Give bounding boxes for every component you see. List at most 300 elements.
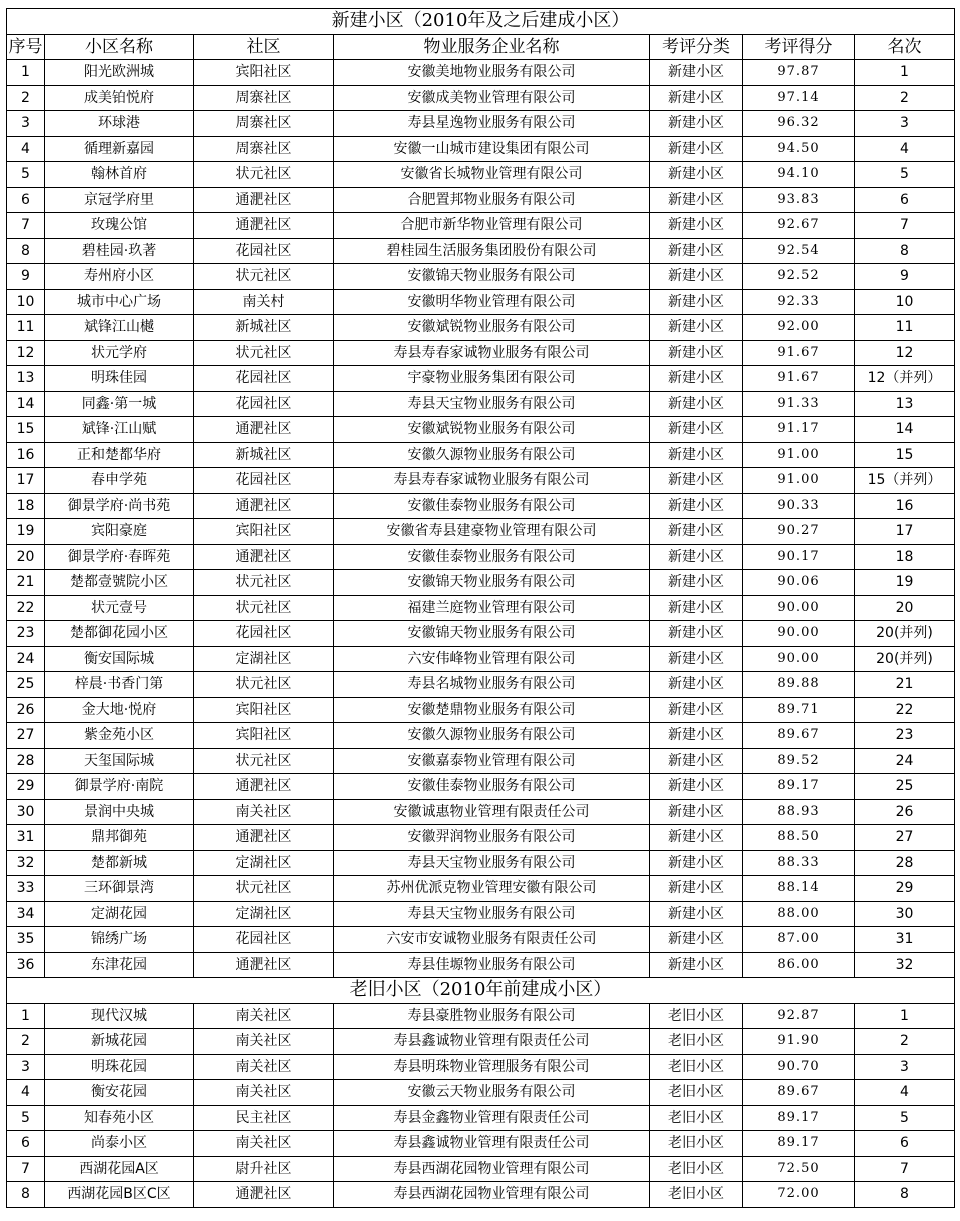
company-cell: 安徽久源物业服务有限公司: [334, 723, 650, 749]
district-cell: 花园社区: [194, 366, 334, 392]
rank-cell: 6: [855, 187, 955, 213]
score-cell: 88.93: [743, 799, 855, 825]
rank-cell: 6: [855, 1131, 955, 1157]
district-cell: 状元社区: [194, 570, 334, 596]
company-cell: 合肥置邦物业服务有限公司: [334, 187, 650, 213]
score-cell: 91.00: [743, 442, 855, 468]
category-cell: 新建小区: [650, 825, 743, 851]
score-cell: 91.00: [743, 468, 855, 494]
company-cell: 安徽久源物业服务有限公司: [334, 442, 650, 468]
score-cell: 89.88: [743, 672, 855, 698]
table-row: [7, 315, 955, 341]
seq-cell: 30: [7, 799, 45, 825]
category-cell: 新建小区: [650, 187, 743, 213]
district-cell: 南关村: [194, 289, 334, 315]
seq-cell: 28: [7, 748, 45, 774]
community-name-cell: 翰林首府: [45, 162, 194, 188]
seq-cell: 11: [7, 315, 45, 341]
company-cell: 寿县鑫诚物业管理有限责任公司: [334, 1029, 650, 1055]
community-name-cell: 楚都御花园小区: [45, 621, 194, 647]
seq-cell: 2: [7, 1029, 45, 1055]
rank-cell: 2: [855, 85, 955, 111]
district-cell: 南关社区: [194, 1054, 334, 1080]
rank-cell: 3: [855, 111, 955, 137]
district-cell: 通淝社区: [194, 417, 334, 443]
category-cell: 老旧小区: [650, 1182, 743, 1208]
rank-cell: 12（并列）: [855, 366, 955, 392]
community-name-cell: 京冠学府里: [45, 187, 194, 213]
district-cell: 新城社区: [194, 315, 334, 341]
section-title: 老旧小区（2010年前建成小区）: [7, 978, 955, 1004]
column-header-row: [7, 34, 955, 60]
rank-cell: 24: [855, 748, 955, 774]
table-row: [7, 60, 955, 86]
district-cell: 南关社区: [194, 1029, 334, 1055]
category-cell: 老旧小区: [650, 1003, 743, 1029]
column-header: 考评分类: [650, 34, 743, 60]
category-cell: 新建小区: [650, 391, 743, 417]
community-name-cell: 鼎邦御苑: [45, 825, 194, 851]
company-cell: 安徽美地物业服务有限公司: [334, 60, 650, 86]
seq-cell: 21: [7, 570, 45, 596]
category-cell: 新建小区: [650, 493, 743, 519]
score-cell: 89.52: [743, 748, 855, 774]
company-cell: 六安市安诚物业服务有限责任公司: [334, 927, 650, 953]
community-name-cell: 春申学苑: [45, 468, 194, 494]
rank-cell: 20: [855, 595, 955, 621]
table-row: [7, 111, 955, 137]
table-row: [7, 723, 955, 749]
rank-cell: 10: [855, 289, 955, 315]
column-header: 考评得分: [743, 34, 855, 60]
seq-cell: 25: [7, 672, 45, 698]
score-cell: 92.00: [743, 315, 855, 341]
district-cell: 通淝社区: [194, 187, 334, 213]
rank-cell: 3: [855, 1054, 955, 1080]
company-cell: 寿县天宝物业服务有限公司: [334, 850, 650, 876]
district-cell: 周寨社区: [194, 136, 334, 162]
score-cell: 88.33: [743, 850, 855, 876]
company-cell: 安徽成美物业管理有限公司: [334, 85, 650, 111]
rank-cell: 5: [855, 1105, 955, 1131]
district-cell: 通淝社区: [194, 213, 334, 239]
district-cell: 花园社区: [194, 391, 334, 417]
score-cell: 89.67: [743, 1080, 855, 1106]
table-row: [7, 162, 955, 188]
community-name-cell: 知春苑小区: [45, 1105, 194, 1131]
table-row: [7, 213, 955, 239]
company-cell: 安徽羿润物业服务有限公司: [334, 825, 650, 851]
table-row: [7, 672, 955, 698]
company-cell: 寿县金鑫物业管理有限责任公司: [334, 1105, 650, 1131]
section-title-row-new: [7, 9, 955, 35]
table-row: [7, 1029, 955, 1055]
community-name-cell: 楚都新城: [45, 850, 194, 876]
category-cell: 新建小区: [650, 162, 743, 188]
community-name-cell: 景润中央城: [45, 799, 194, 825]
district-cell: 状元社区: [194, 340, 334, 366]
community-name-cell: 天玺国际城: [45, 748, 194, 774]
score-cell: 94.10: [743, 162, 855, 188]
district-cell: 状元社区: [194, 876, 334, 902]
community-name-cell: 斌锋江山樾: [45, 315, 194, 341]
category-cell: 新建小区: [650, 315, 743, 341]
table-row: [7, 493, 955, 519]
district-cell: 定湖社区: [194, 901, 334, 927]
column-header: 名次: [855, 34, 955, 60]
rank-cell: 14: [855, 417, 955, 443]
score-cell: 91.67: [743, 366, 855, 392]
district-cell: 定湖社区: [194, 850, 334, 876]
company-cell: 安徽佳泰物业服务有限公司: [334, 493, 650, 519]
district-cell: 南关社区: [194, 1080, 334, 1106]
company-cell: 安徽一山城市建设集团有限公司: [334, 136, 650, 162]
score-cell: 91.17: [743, 417, 855, 443]
score-cell: 90.06: [743, 570, 855, 596]
company-cell: 六安伟峰物业管理有限公司: [334, 646, 650, 672]
category-cell: 新建小区: [650, 289, 743, 315]
category-cell: 新建小区: [650, 442, 743, 468]
table-row: [7, 697, 955, 723]
seq-cell: 4: [7, 1080, 45, 1106]
seq-cell: 24: [7, 646, 45, 672]
seq-cell: 19: [7, 519, 45, 545]
table-row: [7, 417, 955, 443]
category-cell: 老旧小区: [650, 1029, 743, 1055]
rank-cell: 26: [855, 799, 955, 825]
seq-cell: 29: [7, 774, 45, 800]
company-cell: 寿县西湖花园物业管理有限公司: [334, 1156, 650, 1182]
category-cell: 新建小区: [650, 238, 743, 264]
rank-cell: 7: [855, 213, 955, 239]
district-cell: 花园社区: [194, 621, 334, 647]
community-name-cell: 斌锋·江山赋: [45, 417, 194, 443]
community-name-cell: 楚都壹號院小区: [45, 570, 194, 596]
table-row: [7, 366, 955, 392]
district-cell: 宾阳社区: [194, 723, 334, 749]
rank-cell: 20(并列): [855, 646, 955, 672]
seq-cell: 23: [7, 621, 45, 647]
seq-cell: 4: [7, 136, 45, 162]
company-cell: 安徽省寿县建豪物业管理有限公司: [334, 519, 650, 545]
rank-cell: 32: [855, 952, 955, 978]
district-cell: 状元社区: [194, 264, 334, 290]
community-name-cell: 寿州府小区: [45, 264, 194, 290]
seq-cell: 5: [7, 162, 45, 188]
community-name-cell: 西湖花园B区C区: [45, 1182, 194, 1208]
score-cell: 89.67: [743, 723, 855, 749]
seq-cell: 10: [7, 289, 45, 315]
rank-cell: 25: [855, 774, 955, 800]
company-cell: 寿县星逸物业服务有限公司: [334, 111, 650, 137]
company-cell: 安徽佳泰物业服务有限公司: [334, 544, 650, 570]
company-cell: 寿县寿春家诚物业服务有限公司: [334, 340, 650, 366]
score-cell: 89.71: [743, 697, 855, 723]
score-cell: 72.50: [743, 1156, 855, 1182]
score-cell: 91.90: [743, 1029, 855, 1055]
category-cell: 老旧小区: [650, 1131, 743, 1157]
district-cell: 状元社区: [194, 162, 334, 188]
seq-cell: 36: [7, 952, 45, 978]
score-cell: 90.70: [743, 1054, 855, 1080]
table-row: [7, 901, 955, 927]
district-cell: 通淝社区: [194, 493, 334, 519]
district-cell: 状元社区: [194, 672, 334, 698]
column-header: 序号: [7, 34, 45, 60]
score-cell: 90.33: [743, 493, 855, 519]
seq-cell: 1: [7, 60, 45, 86]
table-row: [7, 391, 955, 417]
rank-cell: 13: [855, 391, 955, 417]
community-name-cell: 紫金苑小区: [45, 723, 194, 749]
seq-cell: 6: [7, 1131, 45, 1157]
community-name-cell: 阳光欧洲城: [45, 60, 194, 86]
score-cell: 86.00: [743, 952, 855, 978]
category-cell: 新建小区: [650, 927, 743, 953]
seq-cell: 26: [7, 697, 45, 723]
rank-cell: 7: [855, 1156, 955, 1182]
score-cell: 88.00: [743, 901, 855, 927]
score-cell: 88.14: [743, 876, 855, 902]
community-name-cell: 御景学府·南院: [45, 774, 194, 800]
district-cell: 南关社区: [194, 1003, 334, 1029]
community-name-cell: 现代汉城: [45, 1003, 194, 1029]
district-cell: 通淝社区: [194, 1182, 334, 1208]
company-cell: 寿县名城物业服务有限公司: [334, 672, 650, 698]
score-cell: 92.67: [743, 213, 855, 239]
rank-cell: 31: [855, 927, 955, 953]
score-cell: 90.27: [743, 519, 855, 545]
column-header: 小区名称: [45, 34, 194, 60]
district-cell: 新城社区: [194, 442, 334, 468]
company-cell: 寿县寿春家诚物业服务有限公司: [334, 468, 650, 494]
district-cell: 花园社区: [194, 927, 334, 953]
rank-cell: 15（并列）: [855, 468, 955, 494]
company-cell: 寿县鑫诚物业管理有限责任公司: [334, 1131, 650, 1157]
score-cell: 91.33: [743, 391, 855, 417]
category-cell: 新建小区: [650, 646, 743, 672]
community-name-cell: 西湖花园A区: [45, 1156, 194, 1182]
company-cell: 安徽锦天物业服务有限公司: [334, 570, 650, 596]
category-cell: 新建小区: [650, 723, 743, 749]
score-cell: 94.50: [743, 136, 855, 162]
table-row: [7, 621, 955, 647]
category-cell: 新建小区: [650, 595, 743, 621]
table-row: [7, 952, 955, 978]
rank-cell: 30: [855, 901, 955, 927]
table-row: [7, 570, 955, 596]
category-cell: 新建小区: [650, 85, 743, 111]
community-name-cell: 明珠花园: [45, 1054, 194, 1080]
ranking-table-body: [7, 9, 955, 1208]
table-row: [7, 238, 955, 264]
seq-cell: 27: [7, 723, 45, 749]
company-cell: 寿县豪胜物业服务有限公司: [334, 1003, 650, 1029]
company-cell: 合肥市新华物业管理有限公司: [334, 213, 650, 239]
column-header: 物业服务企业名称: [334, 34, 650, 60]
district-cell: 通淝社区: [194, 952, 334, 978]
district-cell: 宾阳社区: [194, 697, 334, 723]
company-cell: 安徽省长城物业管理有限公司: [334, 162, 650, 188]
company-cell: 安徽斌锐物业服务有限公司: [334, 315, 650, 341]
district-cell: 南关社区: [194, 1131, 334, 1157]
category-cell: 新建小区: [650, 366, 743, 392]
community-name-cell: 环球港: [45, 111, 194, 137]
seq-cell: 33: [7, 876, 45, 902]
rank-cell: 15: [855, 442, 955, 468]
rank-cell: 23: [855, 723, 955, 749]
company-cell: 安徽嘉泰物业管理有限公司: [334, 748, 650, 774]
district-cell: 通淝社区: [194, 825, 334, 851]
company-cell: 安徽锦天物业服务有限公司: [334, 264, 650, 290]
category-cell: 新建小区: [650, 264, 743, 290]
district-cell: 南关社区: [194, 799, 334, 825]
score-cell: 89.17: [743, 1105, 855, 1131]
score-cell: 72.00: [743, 1182, 855, 1208]
category-cell: 新建小区: [650, 672, 743, 698]
seq-cell: 6: [7, 187, 45, 213]
community-name-cell: 状元壹号: [45, 595, 194, 621]
seq-cell: 1: [7, 1003, 45, 1029]
category-cell: 老旧小区: [650, 1054, 743, 1080]
rank-cell: 22: [855, 697, 955, 723]
score-cell: 92.33: [743, 289, 855, 315]
score-cell: 97.87: [743, 60, 855, 86]
community-name-cell: 宾阳豪庭: [45, 519, 194, 545]
district-cell: 通淝社区: [194, 774, 334, 800]
table-row: [7, 264, 955, 290]
category-cell: 新建小区: [650, 417, 743, 443]
rank-cell: 29: [855, 876, 955, 902]
seq-cell: 22: [7, 595, 45, 621]
company-cell: 福建兰庭物业管理有限公司: [334, 595, 650, 621]
category-cell: 新建小区: [650, 876, 743, 902]
score-cell: 93.83: [743, 187, 855, 213]
table-row: [7, 646, 955, 672]
company-cell: 苏州优派克物业管理安徽有限公司: [334, 876, 650, 902]
district-cell: 定湖社区: [194, 646, 334, 672]
district-cell: 花园社区: [194, 468, 334, 494]
company-cell: 安徽楚鼎物业服务有限公司: [334, 697, 650, 723]
seq-cell: 18: [7, 493, 45, 519]
district-cell: 宾阳社区: [194, 519, 334, 545]
score-cell: 90.00: [743, 595, 855, 621]
company-cell: 安徽云天物业服务有限公司: [334, 1080, 650, 1106]
category-cell: 老旧小区: [650, 1080, 743, 1106]
category-cell: 新建小区: [650, 213, 743, 239]
table-row: [7, 85, 955, 111]
score-cell: 91.67: [743, 340, 855, 366]
community-name-cell: 梓晨·书香门第: [45, 672, 194, 698]
score-cell: 90.17: [743, 544, 855, 570]
seq-cell: 8: [7, 1182, 45, 1208]
seq-cell: 35: [7, 927, 45, 953]
community-name-cell: 御景学府·春晖苑: [45, 544, 194, 570]
rank-cell: 4: [855, 1080, 955, 1106]
rank-cell: 1: [855, 60, 955, 86]
company-cell: 寿县明珠物业管理服务有限公司: [334, 1054, 650, 1080]
score-cell: 88.50: [743, 825, 855, 851]
district-cell: 状元社区: [194, 748, 334, 774]
company-cell: 安徽锦天物业服务有限公司: [334, 621, 650, 647]
category-cell: 新建小区: [650, 60, 743, 86]
ranking-table: [6, 8, 955, 1208]
community-name-cell: 东津花园: [45, 952, 194, 978]
category-cell: 新建小区: [650, 468, 743, 494]
community-name-cell: 城市中心广场: [45, 289, 194, 315]
community-name-cell: 金大地·悦府: [45, 697, 194, 723]
score-cell: 89.17: [743, 1131, 855, 1157]
score-cell: 96.32: [743, 111, 855, 137]
table-row: [7, 1156, 955, 1182]
seq-cell: 31: [7, 825, 45, 851]
table-row: [7, 136, 955, 162]
category-cell: 新建小区: [650, 850, 743, 876]
category-cell: 老旧小区: [650, 1105, 743, 1131]
column-header: 社区: [194, 34, 334, 60]
category-cell: 新建小区: [650, 774, 743, 800]
rank-cell: 21: [855, 672, 955, 698]
rank-cell: 19: [855, 570, 955, 596]
community-name-cell: 明珠佳园: [45, 366, 194, 392]
score-cell: 92.54: [743, 238, 855, 264]
table-row: [7, 927, 955, 953]
rank-cell: 8: [855, 1182, 955, 1208]
category-cell: 新建小区: [650, 901, 743, 927]
community-name-cell: 新城花园: [45, 1029, 194, 1055]
table-row: [7, 1054, 955, 1080]
rank-cell: 4: [855, 136, 955, 162]
seq-cell: 17: [7, 468, 45, 494]
community-name-cell: 成美铂悦府: [45, 85, 194, 111]
community-name-cell: 定湖花园: [45, 901, 194, 927]
table-row: [7, 519, 955, 545]
company-cell: 安徽明华物业管理有限公司: [334, 289, 650, 315]
rank-cell: 2: [855, 1029, 955, 1055]
table-row: [7, 289, 955, 315]
seq-cell: 14: [7, 391, 45, 417]
category-cell: 新建小区: [650, 544, 743, 570]
category-cell: 新建小区: [650, 570, 743, 596]
seq-cell: 8: [7, 238, 45, 264]
company-cell: 宇豪物业服务集团有限公司: [334, 366, 650, 392]
score-cell: 89.17: [743, 774, 855, 800]
seq-cell: 7: [7, 1156, 45, 1182]
table-row: [7, 1003, 955, 1029]
category-cell: 新建小区: [650, 340, 743, 366]
table-row: [7, 748, 955, 774]
community-name-cell: 正和楚都华府: [45, 442, 194, 468]
table-row: [7, 850, 955, 876]
seq-cell: 20: [7, 544, 45, 570]
score-cell: 92.87: [743, 1003, 855, 1029]
table-row: [7, 340, 955, 366]
table-row: [7, 1105, 955, 1131]
community-name-cell: 衡安国际城: [45, 646, 194, 672]
seq-cell: 12: [7, 340, 45, 366]
rank-cell: 9: [855, 264, 955, 290]
community-name-cell: 同鑫·第一城: [45, 391, 194, 417]
community-name-cell: 三环御景湾: [45, 876, 194, 902]
seq-cell: 3: [7, 111, 45, 137]
category-cell: 老旧小区: [650, 1156, 743, 1182]
table-row: [7, 595, 955, 621]
category-cell: 新建小区: [650, 111, 743, 137]
table-row: [7, 442, 955, 468]
rank-cell: 8: [855, 238, 955, 264]
table-row: [7, 825, 955, 851]
seq-cell: 7: [7, 213, 45, 239]
